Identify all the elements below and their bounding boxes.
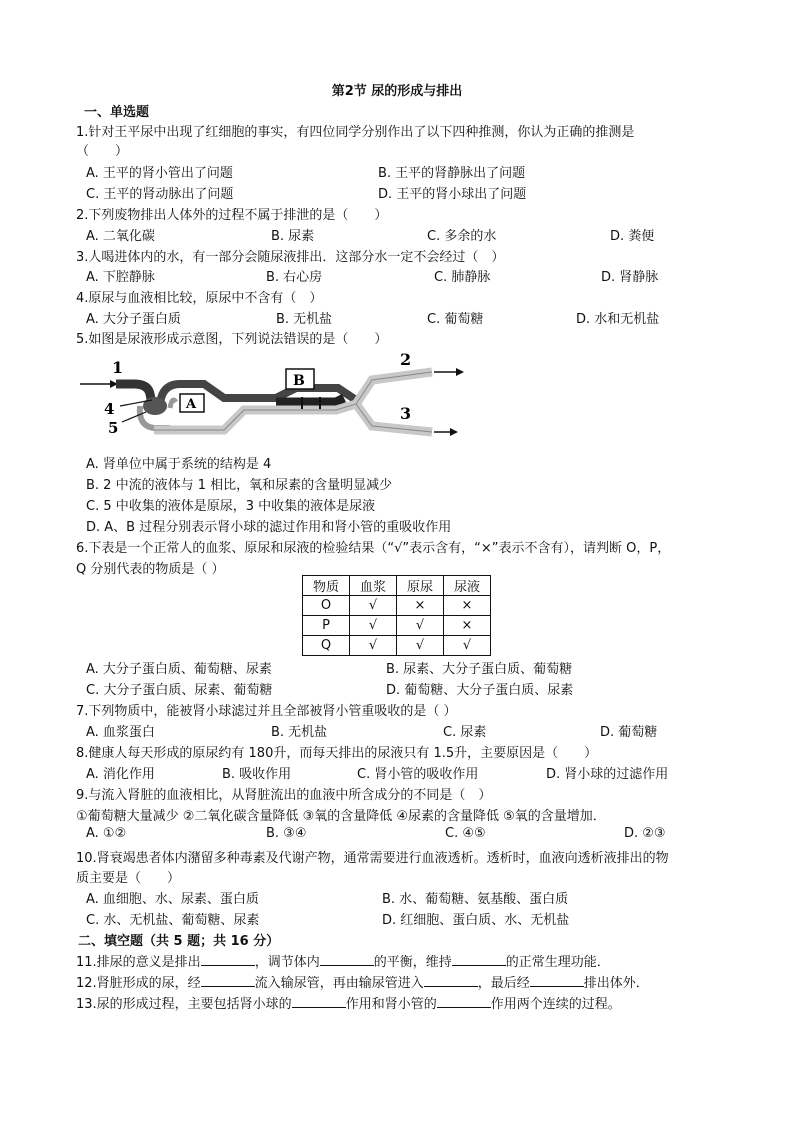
question-2-option-d: D. 粪便 (610, 229, 655, 244)
question-12-blank-2[interactable] (424, 974, 478, 987)
question-3-option-c: C. 肺静脉 (434, 270, 491, 285)
question-2-stem: 2.下列废物排出人体外的过程不属于排泄的是（ ） (76, 208, 388, 223)
question-7-option-a: A. 血浆蛋白 (86, 725, 155, 740)
table-row (303, 616, 491, 636)
question-9-option-b: B. ③④ (266, 826, 307, 841)
diagram-label-3: 3 (400, 404, 412, 423)
question-6-option-a: A. 大分子蛋白质、葡萄糖、尿素 (86, 662, 272, 677)
question-6-option-b: B. 尿素、大分子蛋白质、葡萄糖 (386, 662, 573, 677)
question-4-option-b: B. 无机盐 (276, 312, 333, 327)
question-7-option-c: C. 尿素 (443, 725, 487, 740)
table-cell: √ (444, 636, 491, 656)
question-5-option-a: A. 肾单位中属于系统的结构是 4 (86, 457, 272, 472)
question-1-option-a: A. 王平的肾小管出了问题 (86, 166, 233, 181)
question-12-text-1: 12.肾脏形成的尿，经 (76, 976, 201, 991)
section-heading-single-choice: 一、单选题 (84, 105, 150, 120)
question-13-blank-1[interactable] (292, 995, 346, 1008)
question-12-blank-3[interactable] (530, 974, 584, 987)
question-13-blank-2[interactable] (437, 995, 491, 1008)
question-2-option-c: C. 多余的水 (427, 229, 497, 244)
question-4-option-a: A. 大分子蛋白质 (86, 312, 181, 327)
question-11-blank-3[interactable] (452, 953, 506, 966)
table-cell: √ (350, 596, 397, 616)
question-9-items: ①葡萄糖大量减少 ②二氧化碳含量降低 ③氧的含量降低 ④尿素的含量降低 ⑤氧的含量增加． (76, 809, 606, 824)
question-10-option-a: A. 血细胞、水、尿素、蛋白质 (86, 892, 259, 907)
question-12 (76, 972, 649, 991)
question-10-option-c: C. 水、无机盐、葡萄糖、尿素 (86, 913, 260, 928)
question-6-option-c: C. 大分子蛋白质、尿素、葡萄糖 (86, 683, 273, 698)
question-9-option-a: A. ①② (86, 826, 127, 841)
urine-formation-diagram (76, 346, 476, 446)
question-8-option-c: C. 肾小管的吸收作用 (357, 767, 479, 782)
question-7-option-d: D. 葡萄糖 (600, 725, 658, 740)
question-11 (76, 951, 610, 970)
table-cell: √ (397, 636, 444, 656)
table-cell: P (303, 616, 350, 636)
question-5-stem: 5.如图是尿液形成示意图，下列说法错误的是（ ） (76, 332, 388, 347)
table-cell: √ (350, 636, 397, 656)
question-6-stem-continued: Q 分别代表的物质是（ ） (76, 562, 225, 577)
question-11-text-2: ，调节体内 (254, 955, 320, 970)
question-1-option-d: D. 王平的肾小球出了问题 (378, 187, 527, 202)
table-cell: √ (397, 616, 444, 636)
table-cell: Q (303, 636, 350, 656)
question-11-text-1: 11.排尿的意义是排出 (76, 955, 201, 970)
question-7-option-b: B. 无机盐 (271, 725, 328, 740)
page-title: 第2节 尿的形成与排出 (331, 84, 463, 99)
question-1-option-b: B. 王平的肾静脉出了问题 (378, 166, 526, 181)
question-3-option-a: A. 下腔静脉 (86, 270, 155, 285)
question-10-option-b: B. 水、葡萄糖、氨基酸、蛋白质 (382, 892, 569, 907)
diagram-label-1: 1 (112, 358, 124, 377)
test-results-table (302, 575, 491, 656)
question-8-stem: 8.健康人每天形成的原尿约有 180升，而每天排出的尿液只有 1.5升，主要原因是（ ） (76, 746, 598, 761)
question-10-option-d: D. 红细胞、蛋白质、水、无机盐 (382, 913, 570, 928)
question-1-option-c: C. 王平的肾动脉出了问题 (86, 187, 234, 202)
table-header-row (303, 576, 491, 596)
question-11-blank-2[interactable] (320, 953, 374, 966)
question-11-text-4: 的正常生理功能． (505, 955, 610, 970)
table-row (303, 636, 491, 656)
diagram-label-5: 5 (108, 419, 119, 437)
table-cell: × (444, 616, 491, 636)
question-8-option-a: A. 消化作用 (86, 767, 155, 782)
table-header-cell: 血浆 (350, 576, 397, 596)
table-cell: × (444, 596, 491, 616)
table-cell: × (397, 596, 444, 616)
table-cell: √ (350, 616, 397, 636)
question-12-text-3: ，最后经 (477, 976, 530, 991)
question-12-blank-1[interactable] (201, 974, 255, 987)
question-5-option-c: C. 5 中收集的液体是原尿，3 中收集的液体是尿液 (86, 499, 376, 514)
table-cell: O (303, 596, 350, 616)
table-header-cell: 原尿 (397, 576, 444, 596)
question-9-option-c: C. ④⑤ (445, 826, 486, 841)
question-3-stem: 3.人喝进体内的水，有一部分会随尿液排出．这部分水一定不会经过（ ） (76, 250, 505, 265)
table-header-cell: 物质 (303, 576, 350, 596)
diagram-label-process-a: A (186, 397, 197, 412)
question-12-text-4: 排出体外． (583, 976, 649, 991)
question-6-stem: 6.下表是一个正常人的血浆、原尿和尿液的检验结果（“√”表示含有，“×”表示不含有），请判断 O，P， (76, 541, 671, 556)
question-4-option-d: D. 水和无机盐 (576, 312, 660, 327)
question-1-stem: 1.针对王平尿中出现了红细胞的事实，有四位同学分别作出了以下四种推测，你认为正确的推测是 (76, 125, 635, 140)
section-heading-fill-in: 二、填空题（共 5 题；共 16 分） (78, 934, 280, 949)
question-3-option-b: B. 右心房 (266, 270, 323, 285)
question-13-text-2: 作用和肾小管的 (345, 997, 437, 1012)
question-13 (76, 993, 621, 1012)
table-row (303, 596, 491, 616)
question-13-text-3: 作用两个连续的过程。 (490, 997, 621, 1012)
question-7-stem: 7.下列物质中，能被肾小球滤过并且全部被肾小管重吸收的是（ ） (76, 704, 457, 719)
question-10-stem-continued: 质主要是（ ） (76, 871, 181, 886)
question-4-option-c: C. 葡萄糖 (427, 312, 484, 327)
question-10-stem: 10.肾衰竭患者体内潴留多种毒素及代谢产物，通常需要进行血液透析。透析时，血液向透析液排出的物 (76, 851, 669, 866)
question-1-answer-paren: （ ） (76, 144, 129, 159)
question-11-text-3: 的平衡，维持 (373, 955, 452, 970)
question-12-text-2: 流入输尿管，再由输尿管进入 (254, 976, 424, 991)
diagram-label-process-b: B (293, 373, 305, 389)
question-13-text-1: 13.尿的形成过程，主要包括肾小球的 (76, 997, 292, 1012)
question-8-option-d: D. 肾小球的过滤作用 (546, 767, 669, 782)
question-5-option-b: B. 2 中流的液体与 1 相比，氧和尿素的含量明显减少 (86, 478, 393, 493)
question-4-stem: 4.原尿与血液相比较，原尿中不含有（ ） (76, 291, 323, 306)
diagram-label-4: 4 (104, 400, 115, 418)
table-header-cell: 尿液 (444, 576, 491, 596)
question-2-option-a: A. 二氧化碳 (86, 229, 155, 244)
diagram-label-2: 2 (400, 350, 412, 369)
question-3-option-d: D. 肾静脉 (601, 270, 659, 285)
question-9-option-d: D. ②③ (624, 826, 666, 841)
question-11-blank-1[interactable] (201, 953, 255, 966)
question-5-option-d: D. A、B 过程分别表示肾小球的滤过作用和肾小管的重吸收作用 (86, 520, 452, 535)
question-2-option-b: B. 尿素 (271, 229, 315, 244)
question-9-stem: 9.与流入肾脏的血液相比，从肾脏流出的血液中所含成分的不同是（ ） (76, 788, 492, 803)
question-8-option-b: B. 吸收作用 (222, 767, 292, 782)
question-6-option-d: D. 葡萄糖、大分子蛋白质、尿素 (386, 683, 574, 698)
